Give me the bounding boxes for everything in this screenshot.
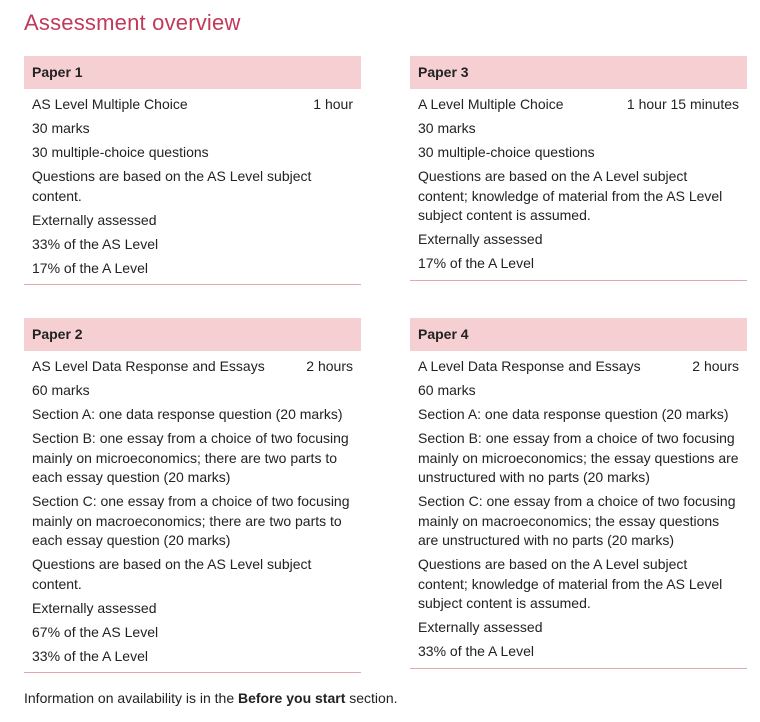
detail-line: 60 marks	[32, 382, 90, 398]
paper-heading: Paper 3	[410, 56, 747, 89]
detail-line: Section A: one data response question (20 marks)	[32, 406, 343, 422]
availability-note-suffix: section.	[345, 690, 398, 706]
paper-card-3	[24, 318, 361, 673]
paper-card-4	[410, 318, 747, 669]
detail-line: Externally assessed	[418, 231, 543, 247]
paper-details	[410, 351, 747, 662]
component-name: A Level Multiple Choice	[418, 96, 564, 112]
detail-line: Section A: one data response question (20 marks)	[418, 406, 729, 422]
availability-note-link-text: Before you start	[238, 690, 346, 706]
detail-line: Section C: one essay from a choice of two focusing mainly on macroeconomics; the essay questions are unstructured with no parts (20 marks)	[418, 493, 736, 548]
detail-line: Section C: one essay from a choice of two focusing mainly on macroeconomics; there are two parts to each essay question (20 marks)	[32, 493, 350, 548]
detail-line: Questions are based on the AS Level subject content.	[32, 556, 312, 592]
card-divider	[24, 672, 361, 673]
component-duration: 1 hour	[313, 96, 353, 112]
detail-line: 33% of the A Level	[418, 643, 534, 659]
detail-line: Section B: one essay from a choice of two focusing mainly on microeconomics; there are two parts to each essay question (20 marks)	[32, 430, 349, 485]
detail-line: 60 marks	[418, 382, 476, 398]
component-row	[32, 95, 353, 115]
detail-line: 67% of the AS Level	[32, 623, 159, 640]
card-divider	[24, 284, 361, 285]
detail-line: 30 multiple-choice questions	[418, 144, 595, 160]
availability-note-prefix: Information on availability is in the	[24, 690, 238, 706]
paper-heading: Paper 1	[24, 56, 361, 89]
detail-line: Questions are based on the A Level subject content; knowledge of material from the AS Level subject content is assumed.	[418, 556, 723, 611]
paper-heading: Paper 4	[410, 318, 747, 351]
component-duration: 2 hours	[692, 358, 739, 374]
paper-details	[24, 351, 361, 666]
detail-line: 30 marks	[32, 120, 90, 136]
paper-card-1	[24, 56, 361, 285]
page-title: Assessment overview	[24, 10, 241, 35]
detail-line: Questions are based on the AS Level subject content.	[32, 168, 312, 204]
detail-line: 30 marks	[418, 120, 476, 136]
component-name: AS Level Data Response and Essays	[32, 358, 265, 374]
component-name: A Level Data Response and Essays	[418, 358, 641, 374]
component-row	[418, 357, 739, 377]
detail-line: Section B: one essay from a choice of two focusing mainly on microeconomics; the essay questions are unstructured with no parts (20 marks)	[418, 430, 739, 485]
component-duration: 2 hours	[306, 358, 353, 374]
component-name: AS Level Multiple Choice	[32, 96, 188, 112]
detail-line: 33% of the AS Level	[32, 235, 159, 252]
component-row	[32, 357, 353, 377]
detail-line: 30 multiple-choice questions	[32, 144, 209, 160]
detail-line: Externally assessed	[418, 619, 543, 635]
detail-line: Externally assessed	[32, 599, 157, 616]
detail-line: 17% of the A Level	[418, 255, 534, 271]
component-row	[418, 95, 739, 115]
card-divider	[410, 280, 747, 281]
component-duration: 1 hour 15 minutes	[626, 96, 739, 112]
detail-line: 17% of the A Level	[32, 259, 148, 276]
availability-note	[24, 690, 398, 706]
paper-details	[24, 89, 361, 278]
card-divider	[410, 668, 747, 669]
paper-card-2	[410, 56, 747, 281]
paper-details	[410, 89, 747, 274]
paper-heading: Paper 2	[24, 318, 361, 351]
detail-line: Questions are based on the A Level subject content; knowledge of material from the AS Level subject content is assumed.	[418, 168, 723, 223]
detail-line: Externally assessed	[32, 211, 157, 228]
detail-line: 33% of the A Level	[32, 647, 148, 664]
